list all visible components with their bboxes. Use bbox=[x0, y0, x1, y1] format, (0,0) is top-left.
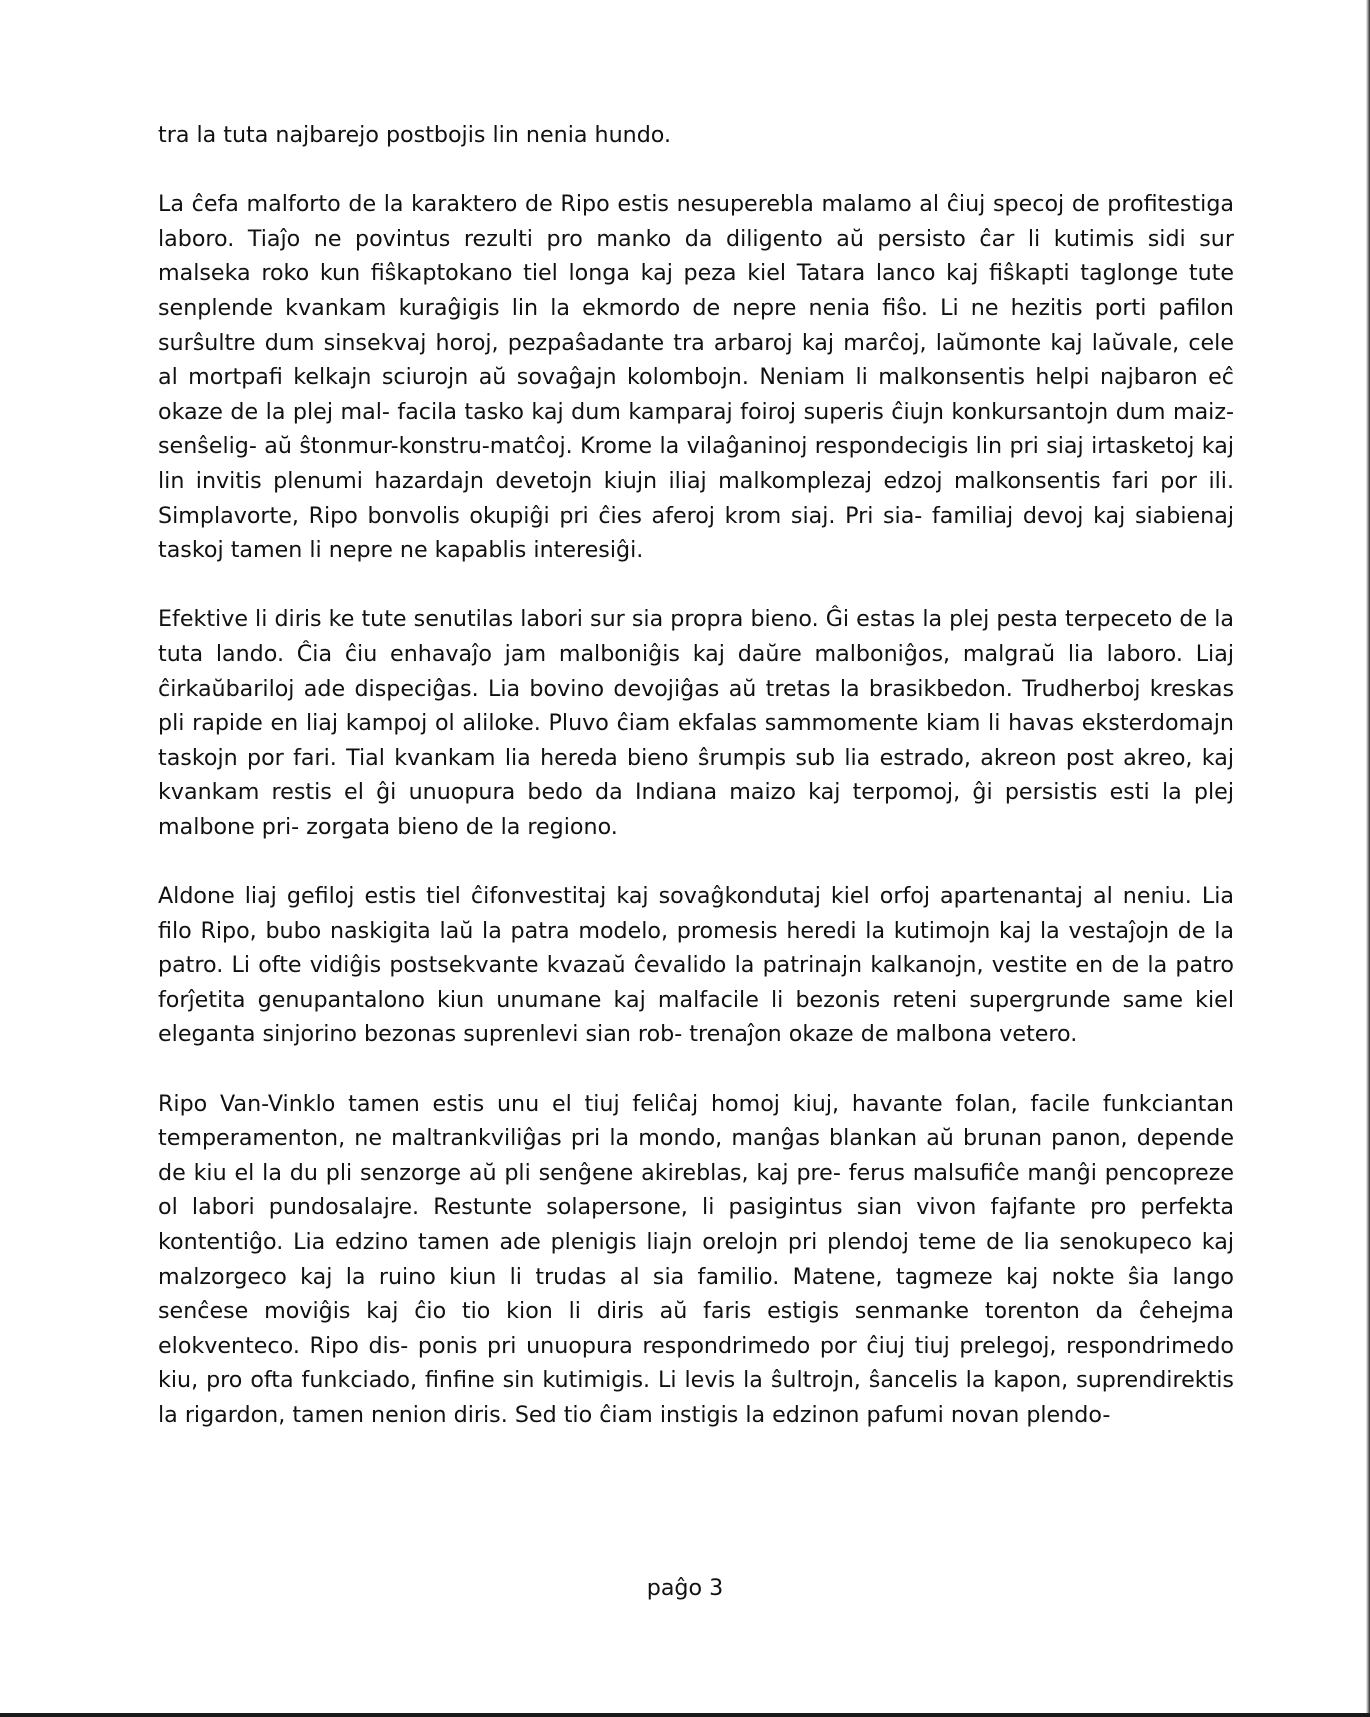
paragraph: Efektive li diris ke tute senutilas labori sur sia propra bieno. Ĝi estas la plej pesta terpeceto de la tuta lando. Ĉia ĉiu enhavaĵo jam malboniĝis kaj daŭre malboniĝos, malgraŭ lia laboro. Liaj ĉirkaŭbariloj ade dispeciĝas. Lia bovino devojiĝas aŭ tretas la brasikbedon. Trudherboj kreskas pli rapide en liaj kampoj ol aliloke. Pluvo ĉiam ekfalas sammomente kiam li havas eksterdomajn taskojn por fari. Tial kvankam lia hereda bieno ŝrumpis sub lia estrado, akreon post akreo, kaj kvankam restis el ĝi unuopura bedo da Indiana maizo kaj terpomoj, ĝi persistis esti la plej malbone pri- zorgata bieno de la regiono. bbox=[158, 606, 1234, 840]
scan-edge-right bbox=[1366, 0, 1370, 1717]
paragraph-continuation: tra la tuta najbarejo postbojis lin nenia hundo. bbox=[158, 122, 672, 148]
scan-edge-bottom bbox=[0, 1713, 1370, 1717]
paragraph: Ripo Van-Vinklo tamen estis unu el tiuj feliĉaj homoj kiuj, havante folan, facile funkciantan temperamenton, ne maltrankviliĝas pri la mondo, manĝas blankan aŭ brunan panon, depende de kiu el la du pli senzorge aŭ pli senĝene akireblas, kaj pre- ferus malsufiĉe manĝi pencopreze ol labori pundosalajre. Restunte solapersone, li pasigintus sian vivon fajfante pro perfekta kontentiĝo. Lia edzino tamen ade plenigis liajn orelojn pri plendoj teme de lia senokupeco kaj malzorgeco kaj la ruino kiun li trudas al sia familio. Matene, tagmeze kaj nokte ŝia lango senĉese moviĝis kaj ĉio tio kion li diris aŭ faris estigis senmanke torenton da ĉehejma elokventeco. Ripo dis- ponis pri unuopura respondrimedo por ĉiuj tiuj prelegoj, respondrimedo kiu, pro ofta funkciado, finfine sin kutimigis. Li levis la ŝultrojn, ŝancelis la kapon, suprendirektis la rigardon, tamen nenion diris. Sed tio ĉiam instigis la edzinon pafumi novan plendo- bbox=[158, 1090, 1234, 1428]
paragraph: Aldone liaj gefiloj estis tiel ĉifonvestitaj kaj sovaĝkondutaj kiel orfoj apartenantaj al neniu. Lia filo Ripo, bubo naskigita laŭ la patra modelo, promesis heredi la kutimojn kaj la vestaĵojn de la patro. Li ofte vidiĝis postsekvante kvazaŭ ĉevalido la patrinajn kalkanojn, vestite en de la patro forĵetita genupantalono kiun unumane kaj malfacile li bezonis reteni supergrunde same kiel eleganta sinjorino bezonas suprenlevi sian rob- trenaĵon okaze de malbona vetero. bbox=[158, 883, 1234, 1048]
paragraph: La ĉefa malforto de la karaktero de Ripo estis nesuperebla malamo al ĉiuj specoj de profitestiga laboro. Tiaĵo ne povintus rezulti pro manko da diligento aŭ persisto ĉar li kutimis sidi sur malseka roko kun fiŝkaptokano tiel longa kaj peza kiel Tatara lanco kaj fiŝkapti taglonge tute senplende kvankam kuraĝigis lin la ekmordo de nepre nenia fiŝo. Li ne hezitis porti pafilon surŝultre dum sinsekvaj horoj, pezpaŝadante tra arbaroj kaj marĉoj, laŭmonte kaj laŭvale, cele al mortpafi kelkajn sciurojn aŭ sovaĝajn kolombojn. Neniam li malkonsentis helpi najbaron eĉ okaze de la plej mal- facila tasko kaj dum kamparaj foiroj superis ĉiujn konkursantojn dum maiz-senŝelig- aŭ ŝtonmur-konstru-matĉoj. Krome la vilaĝaninoj respondecigis lin pri siaj irtasketoj kaj lin invitis plenumi hazardajn devetojn kiujn iliaj malkomplezaj edzoj malkonsentis fari por ili. Simplavorte, Ripo bonvolis okupiĝi pri ĉies aferoj krom siaj. Pri sia- familiaj devoj kaj siabienaj taskoj tamen li nepre ne kapablis interesiĝi. bbox=[158, 191, 1234, 564]
page-number: paĝo 3 bbox=[646, 1575, 724, 1601]
body-text bbox=[158, 118, 1234, 1467]
